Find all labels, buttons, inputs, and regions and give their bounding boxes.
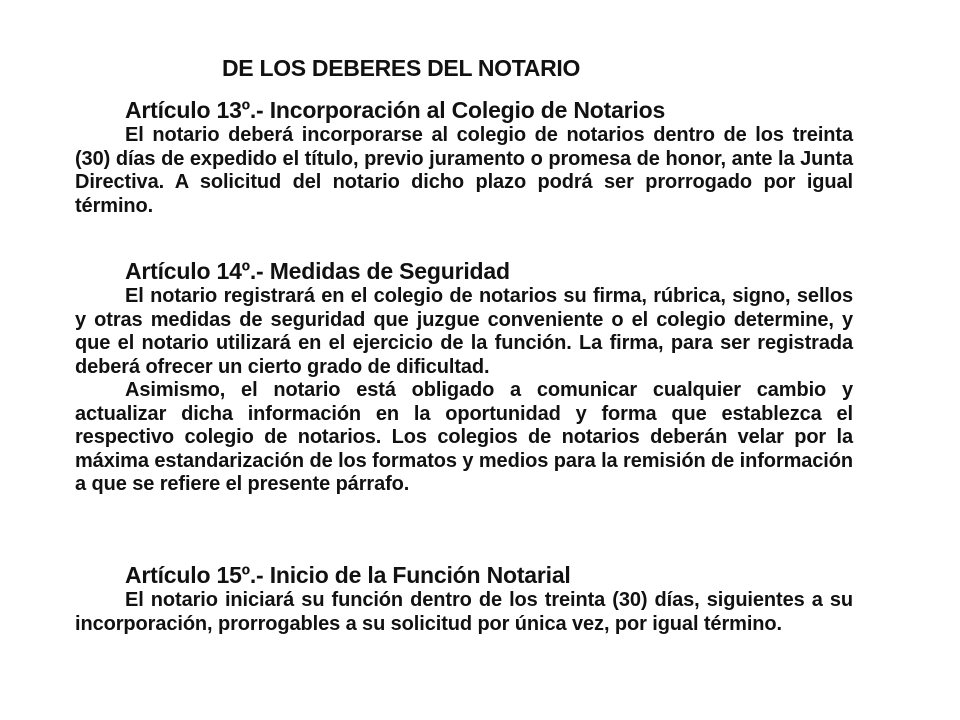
- article-13-paragraph-1: El notario deberá incorporarse al colegio de notarios dentro de los treinta (30) días de expedido el título, previo juramento o promesa de honor, ante la Junta Directiva. A solicitud del notario dicho plazo podrá ser prorrogado por igual término.: [75, 124, 853, 217]
- article-13-heading: Artículo 13º.- Incorporación al Colegio de Notarios: [125, 97, 666, 123]
- article-14-heading: Artículo 14º.- Medidas de Seguridad: [125, 258, 510, 284]
- article-15-heading: Artículo 15º.- Inicio de la Función Notarial: [125, 562, 571, 588]
- article-13: [75, 97, 853, 218]
- article-14-paragraph-1: El notario registrará en el colegio de notarios su firma, rúbrica, signo, sellos y otras medidas de seguridad que juzgue conveniente o el colegio determine, y que el notario utilizará en el ejercicio de la función. La firma, para ser registrada deberá ofrecer un cierto grado de dificultad.: [75, 285, 853, 378]
- article-14-paragraph-2: Asimismo, el notario está obligado a comunicar cualquier cambio y actualizar dicha información en la oportunidad y forma que establezca el respectivo colegio de notarios. Los colegios de notarios deberán velar por la máxima estandarización de los formatos y medios para la remisión de información a que se refiere el presente párrafo.: [75, 379, 853, 495]
- article-15-paragraph-1: El notario iniciará su función dentro de los treinta (30) días, siguientes a su incorporación, prorrogables a su solicitud por única vez, por igual término.: [75, 589, 853, 635]
- article-14: [75, 258, 853, 497]
- section-title: DE LOS DEBERES DEL NOTARIO: [222, 55, 581, 81]
- article-15: [75, 562, 853, 636]
